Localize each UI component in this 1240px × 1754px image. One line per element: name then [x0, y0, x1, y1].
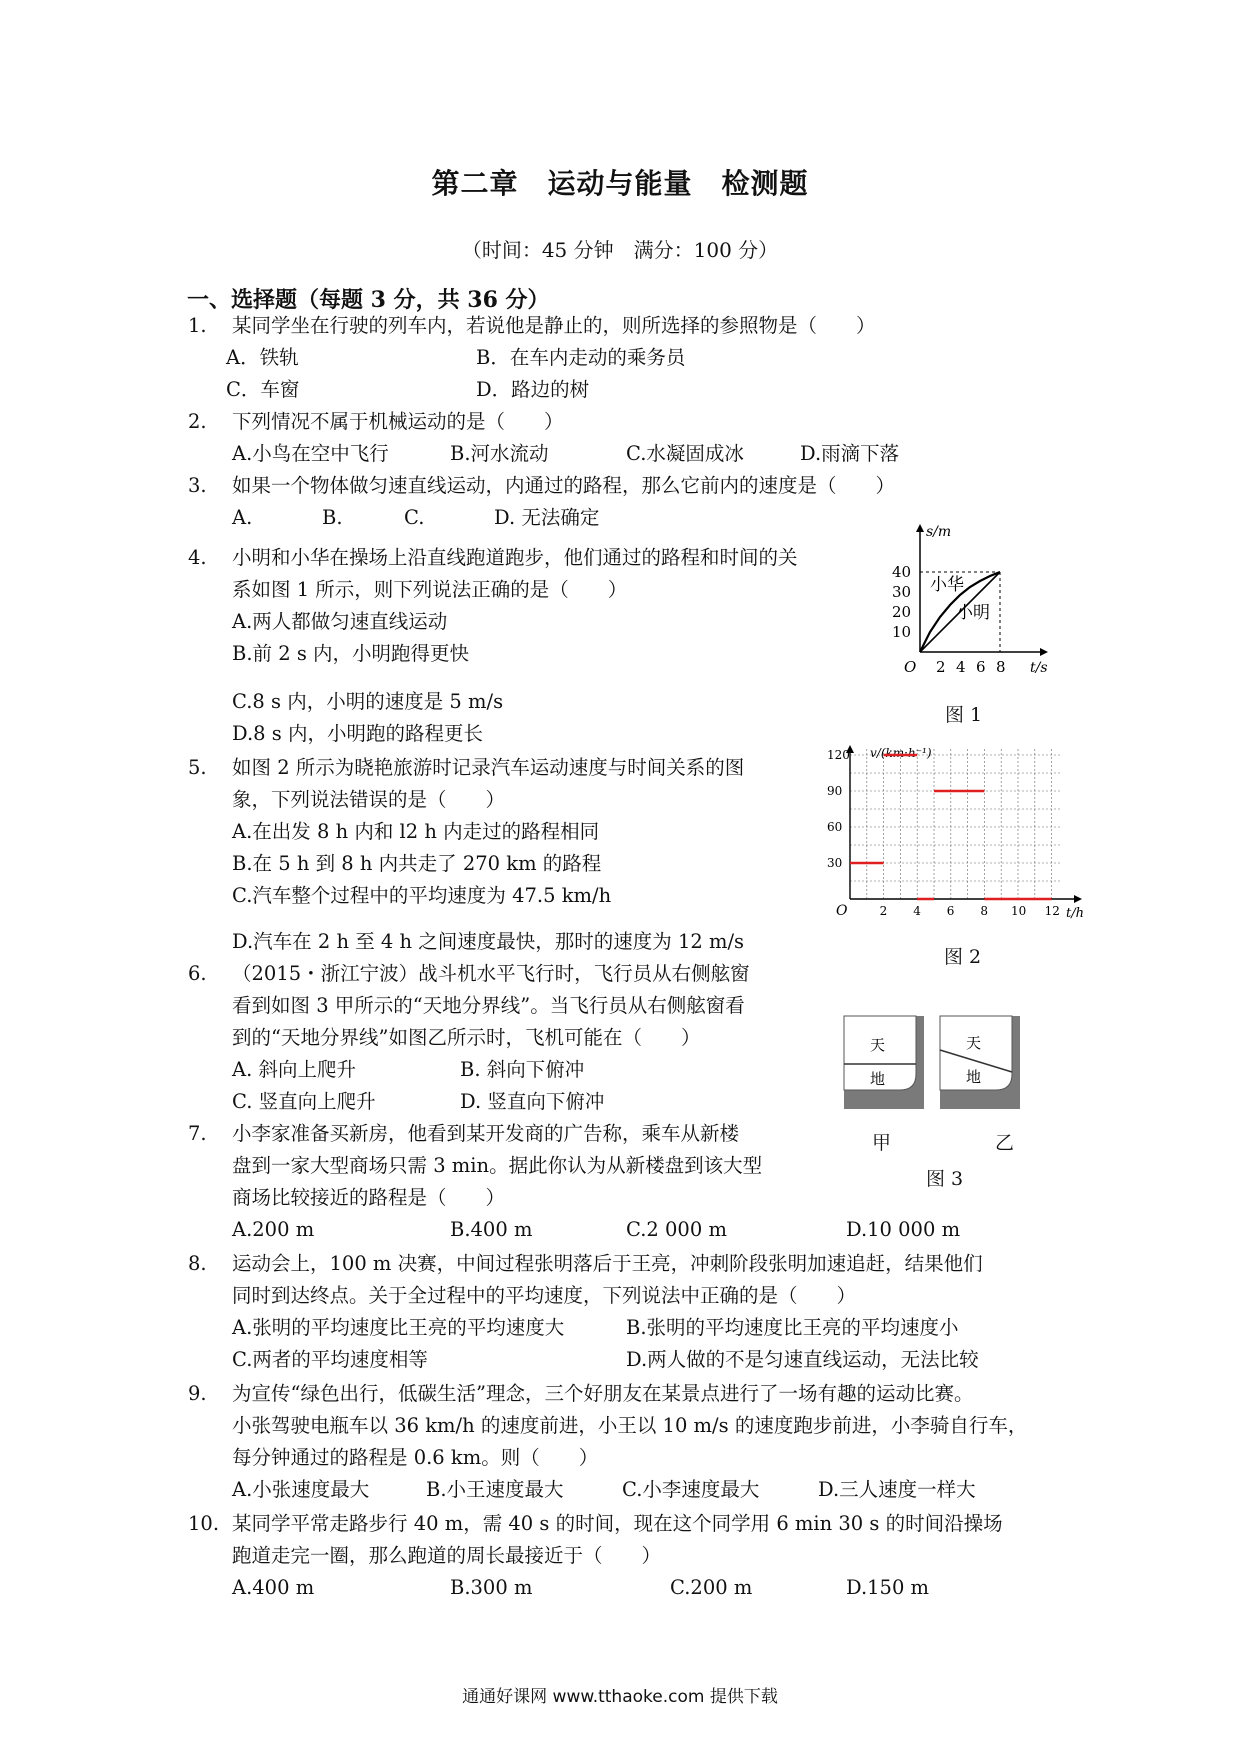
origin-label: O	[836, 903, 848, 919]
x-axis-arrow	[1074, 895, 1082, 903]
ground-label: 地	[966, 1068, 982, 1086]
figure-3-label-yi: 乙	[995, 1132, 1015, 1154]
x-tick-label: 4	[913, 904, 921, 918]
question-text: 盘到一家大型商场只需 3 min。据此你认为从新楼盘到该大型	[232, 1154, 763, 1177]
option-b: B.	[322, 506, 343, 529]
exam-info: （时间：45 分钟 满分：100 分）	[461, 238, 779, 262]
option-d: D. 竖直向下俯冲	[460, 1090, 605, 1113]
question-number: 8.	[188, 1252, 207, 1275]
option-a: A.小鸟在空中飞行	[232, 442, 389, 465]
x-axis-label: t/h	[1066, 906, 1084, 921]
option-c: C.8 s 内，小明的速度是 5 m/s	[232, 690, 504, 713]
page-title: 第二章 运动与能量 检测题	[431, 167, 809, 200]
question-text: 跑道走完一圈，那么跑道的周长最接近于（ ）	[232, 1544, 662, 1567]
question-number: 10.	[188, 1512, 220, 1535]
section-heading: 一、选择题（每题 3 分，共 36 分）	[187, 287, 550, 313]
sky-label: 天	[870, 1036, 886, 1054]
option-b: B.小王速度最大	[426, 1478, 564, 1501]
option-a: A.在出发 8 h 内和 l2 h 内走过的路程相同	[232, 820, 600, 843]
y-axis-label: s/m	[926, 524, 952, 540]
option-d: D.三人速度一样大	[818, 1478, 976, 1501]
option-a: A. 斜向上爬升	[232, 1058, 356, 1081]
option-c: C.小李速度最大	[622, 1478, 760, 1501]
option-d: D.8 s 内，小明跑的路程更长	[232, 722, 483, 745]
option-d: D.两人做的不是匀速直线运动，无法比较	[626, 1348, 979, 1371]
option-a: A.两人都做匀速直线运动	[232, 610, 448, 633]
question-text: 每分钟通过的路程是 0.6 km。则（ ）	[232, 1446, 599, 1469]
question-text: 小李家准备买新房，他看到某开发商的广告称，乘车从新楼	[232, 1122, 740, 1145]
question-text: 同时到达终点。关于全过程中的平均速度，下列说法中正确的是（ ）	[232, 1284, 857, 1307]
x-axis-arrow	[1040, 648, 1048, 656]
figure-1-chart	[870, 520, 1060, 680]
question-number: 3.	[188, 474, 207, 497]
window-jia	[844, 1016, 924, 1109]
question-text: 某同学平常走路步行 40 m，需 40 s 的时间，现在这个同学用 6 min 30 s 的时间沿操场	[232, 1512, 1003, 1535]
y-axis-label: v/(km·h⁻¹)	[870, 746, 932, 760]
x-tick-label: 12	[1044, 904, 1060, 918]
y-tick-label: 40	[892, 563, 912, 581]
figure-3-caption: 图 3	[926, 1168, 964, 1190]
option-a: A.小张速度最大	[232, 1478, 370, 1501]
option-d: D.雨滴下落	[800, 442, 900, 465]
sky-label: 天	[966, 1034, 982, 1052]
figure-3-label-jia: 甲	[872, 1132, 892, 1154]
figure-2-chart	[826, 745, 1088, 923]
option-c: C. 竖直向上爬升	[232, 1090, 376, 1113]
question-text: 为宣传“绿色出行，低碳生活”理念，三个好朋友在某景点进行了一场有趣的运动比赛。	[232, 1382, 974, 1405]
option-d: D.汽车在 2 h 至 4 h 之间速度最快，那时的速度为 12 m/s	[232, 930, 745, 953]
ground-label: 地	[870, 1070, 886, 1088]
option-c: C.	[404, 506, 425, 529]
y-tick-label: 20	[892, 603, 912, 621]
curve-label-xiaoming: 小明	[956, 603, 990, 623]
option-b: B.300 m	[450, 1576, 533, 1599]
y-tick-label: 10	[892, 623, 912, 641]
question-number: 9.	[188, 1382, 207, 1405]
y-tick-label: 90	[827, 784, 843, 798]
option-b: B.400 m	[450, 1218, 533, 1241]
x-tick-label: 8	[980, 904, 989, 918]
option-d: D．路边的树	[476, 378, 590, 401]
question-text: 看到如图 3 甲所示的“天地分界线”。当飞行员从右侧舷窗看	[232, 994, 745, 1017]
x-tick-label: 8	[996, 658, 1006, 676]
option-a: A.200 m	[232, 1218, 315, 1241]
question-text: 某同学坐在行驶的列车内，若说他是静止的，则所选择的参照物是（ ）	[232, 314, 876, 337]
question-text: 下列情况不属于机械运动的是（ ）	[232, 410, 564, 433]
x-tick-label: 2	[879, 904, 888, 918]
question-number: 2.	[188, 410, 207, 433]
question-text: 小张驾驶电瓶车以 36 km/h 的速度前进，小王以 10 m/s 的速度跑步前进，小李骑自行车，	[232, 1414, 1028, 1437]
option-c: C.2 000 m	[626, 1218, 727, 1241]
option-b: B.张明的平均速度比王亮的平均速度小	[626, 1316, 959, 1339]
question-text: 到的“天地分界线”如图乙所示时，飞机可能在（ ）	[232, 1026, 701, 1049]
question-text: 小明和小华在操场上沿直线跑道跑步，他们通过的路程和时间的关	[232, 546, 798, 569]
option-b: B.前 2 s 内，小明跑得更快	[232, 642, 470, 665]
question-number: 6.	[188, 962, 207, 985]
y-tick-label: 30	[892, 583, 912, 601]
question-number: 5.	[188, 756, 207, 779]
y-tick-label: 30	[827, 856, 843, 870]
x-tick-label: 10	[1011, 904, 1027, 918]
origin-label: O	[904, 658, 917, 676]
option-c: C.水凝固成冰	[626, 442, 744, 465]
question-text: 象，下列说法错误的是（ ）	[232, 788, 506, 811]
question-text: 商场比较接近的路程是（ ）	[232, 1186, 506, 1209]
option-c: C.200 m	[670, 1576, 753, 1599]
y-tick-label: 60	[827, 820, 843, 834]
option-a: A.	[232, 506, 253, 529]
x-tick-label: 6	[976, 658, 986, 676]
x-tick-label: 2	[936, 658, 946, 676]
question-text: 如果一个物体做匀速直线运动，内通过的路程，那么它前内的速度是（ ）	[232, 474, 896, 497]
question-text: 系如图 1 所示，则下列说法正确的是（ ）	[232, 578, 628, 601]
option-b: B．在车内走动的乘务员	[476, 346, 686, 369]
option-a: A.400 m	[232, 1576, 315, 1599]
option-b: B. 斜向下俯冲	[460, 1058, 585, 1081]
option-d: D.150 m	[846, 1576, 930, 1599]
y-tick-label: 120	[827, 748, 850, 762]
option-b: B.在 5 h 到 8 h 内共走了 270 km 的路程	[232, 852, 602, 875]
question-text: （2015・浙江宁波）战斗机水平飞行时，飞行员从右侧舷窗	[232, 962, 750, 985]
window-yi	[940, 1016, 1020, 1109]
question-number: 4.	[188, 546, 207, 569]
question-text: 如图 2 所示为晓艳旅游时记录汽车运动速度与时间关系的图	[232, 756, 745, 779]
option-c: C．车窗	[226, 378, 300, 401]
option-d: D. 无法确定	[494, 506, 600, 529]
option-b: B.河水流动	[450, 442, 549, 465]
option-d: D.10 000 m	[846, 1218, 961, 1241]
x-tick-label: 6	[946, 904, 955, 918]
question-text: 运动会上，100 m 决赛，中间过程张明落后于王亮，冲刺阶段张明加速追赶，结果他们	[232, 1252, 983, 1275]
x-axis-label: t/s	[1030, 660, 1048, 676]
x-tick-label: 4	[956, 658, 966, 676]
question-number: 7.	[188, 1122, 207, 1145]
figure-2-caption: 图 2	[944, 946, 982, 968]
question-number: 1.	[188, 314, 207, 337]
page-footer: 通通好课网 www.tthaoke.com 提供下载	[462, 1687, 778, 1707]
figure-1-caption: 图 1	[945, 704, 983, 726]
y-axis-arrow	[916, 524, 924, 532]
option-c: C.汽车整个过程中的平均速度为 47.5 km/h	[232, 884, 612, 907]
option-a: A.张明的平均速度比王亮的平均速度大	[232, 1316, 565, 1339]
option-a: A．铁轨	[226, 346, 299, 369]
curve-label-xiaohua: 小华	[930, 575, 964, 595]
option-c: C.两者的平均速度相等	[232, 1348, 428, 1371]
